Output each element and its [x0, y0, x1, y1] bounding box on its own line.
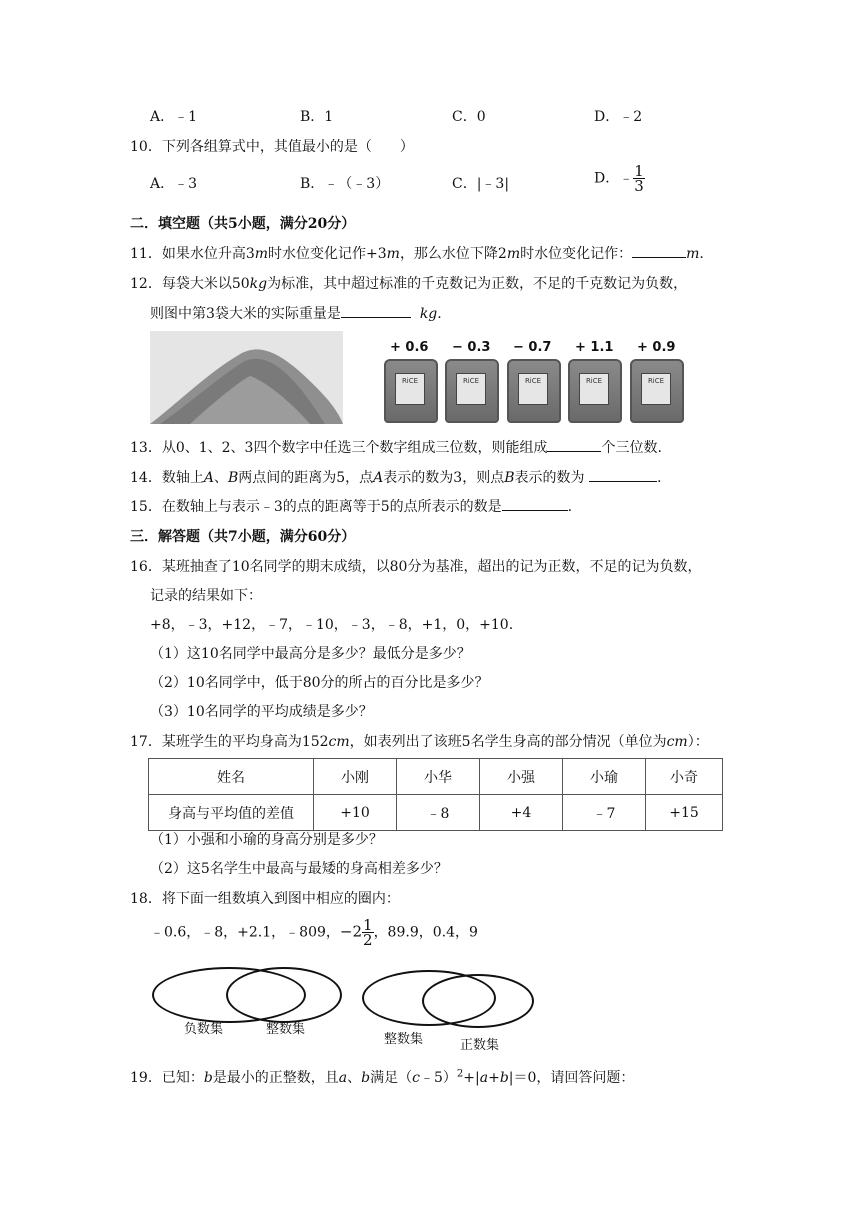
text: . [437, 306, 442, 322]
point-label: B [504, 470, 515, 486]
q9-option-b: B．1 [300, 109, 334, 125]
fraction-denominator: 2 [363, 931, 373, 949]
unit: kg [419, 306, 438, 322]
text: ﹣0.6，﹣8，+2.1，﹣809， [150, 924, 340, 941]
text: . [699, 246, 704, 262]
q16-sub3: （3）10名同学的平均成绩是多少？ [150, 704, 373, 720]
text: 12．每袋大米以50 [130, 276, 250, 292]
text: 两点间的距离为5，点 [238, 470, 374, 486]
table-row [149, 795, 723, 831]
table-cell: ﹣7 [563, 795, 646, 831]
bag-label: RiCE [641, 373, 671, 405]
point-label: A [203, 470, 214, 486]
q16-data: +8，﹣3，+12，﹣7，﹣10，﹣3，﹣8，+1，0，+10. [150, 617, 514, 633]
text: ，那么水位下降2 [399, 246, 507, 262]
point-label: A [373, 470, 384, 486]
set-label-positive: 正数集 [460, 1038, 500, 1053]
table-cell: 小强 [480, 759, 563, 795]
bag-label: RiCE [395, 373, 425, 405]
unit: m [506, 246, 521, 262]
text: 15．在数轴上与表示﹣3的点的距离等于5的点所表示的数是 [130, 499, 502, 515]
variable: b [203, 1070, 213, 1086]
bag-value-4: + 1.1 [575, 340, 614, 355]
unit: m [254, 246, 269, 262]
bag-label: RiCE [456, 373, 486, 405]
fraction-numerator: 1 [634, 162, 644, 180]
q10-stem: 10．下列各组算式中，其值最小的是（ ） [130, 139, 414, 155]
unit: cm [666, 734, 688, 750]
q18-stem: 18．将下面一组数填入到图中相应的圈内： [130, 891, 400, 907]
positive-set-circle[interactable] [422, 974, 534, 1028]
text: 时水位变化记作+3 [268, 246, 387, 262]
q16-line2: 记录的结果如下： [150, 588, 262, 604]
q17-sub1: （1）小强和小瑜的身高分别是多少？ [150, 832, 383, 848]
q10-option-d [594, 164, 645, 193]
text: 个三位数. [601, 440, 662, 456]
section-title-fill-in: 二．填空题（共5小题，满分20分） [130, 216, 356, 232]
answer-blank[interactable] [632, 243, 686, 258]
text: 则图中第3袋大米的实际重量是 [150, 306, 341, 322]
rice-bag-3 [507, 359, 561, 423]
table-header-row [149, 759, 723, 795]
table-cell: 小华 [397, 759, 480, 795]
text: 、 [347, 1070, 362, 1086]
table-cell: +15 [646, 795, 723, 831]
point-label: B [227, 470, 239, 486]
table-cell: ﹣8 [397, 795, 480, 831]
q10-option-c: C．|﹣3| [452, 176, 510, 192]
variable: b [361, 1070, 371, 1086]
q14 [130, 467, 661, 487]
text: 表示的数为3，则点 [383, 470, 505, 486]
q13 [130, 437, 662, 457]
text: 11．如果水位升高3 [130, 246, 255, 262]
rice-bag-2 [445, 359, 499, 423]
variable: a [338, 1070, 348, 1086]
q10-option-a: A．﹣3 [150, 176, 198, 192]
answer-blank[interactable] [502, 496, 568, 511]
table-cell: 小瑜 [563, 759, 646, 795]
bag-value-3: − 0.7 [513, 340, 552, 355]
q15 [130, 496, 572, 516]
text: |＝0，请回答问题： [508, 1070, 635, 1086]
text: . [567, 499, 573, 515]
bag-value-5: + 0.9 [637, 340, 676, 355]
integer-set-circle[interactable] [226, 967, 342, 1023]
text: 为标准，其中超过标准的千克数记为正数，不足的千克数记为负数， [267, 276, 688, 292]
answer-blank[interactable] [341, 303, 411, 318]
text: +| [463, 1070, 480, 1086]
rice-bag-1 [384, 359, 438, 423]
mixed-number-whole: −2 [339, 922, 363, 941]
table-cell: 身高与平均值的差值 [149, 795, 314, 831]
text: 时水位变化记作： [520, 246, 633, 262]
section-title-solve: 三．解答题（共7小题，满分60分） [130, 529, 356, 545]
fraction-numerator: 1 [363, 916, 373, 934]
answer-blank[interactable] [589, 467, 657, 482]
variable: a [479, 1070, 489, 1086]
text: 14．数轴上 [130, 470, 204, 486]
text: 13．从0、1、2、3四个数字中任选三个数字组成三位数，则能组成 [130, 440, 548, 456]
q9-option-a: A．﹣1 [150, 109, 198, 125]
text: ，如表列出了该班5名学生身高的部分情况（单位为 [349, 734, 667, 750]
q9-option-d: D．﹣2 [594, 109, 643, 125]
text: ）： [687, 734, 709, 750]
q12-line2 [150, 303, 442, 323]
table-cell: +10 [314, 795, 397, 831]
text: 满足（ [370, 1070, 413, 1086]
bag-value-2: − 0.3 [452, 340, 491, 355]
bag-label: RiCE [518, 373, 548, 405]
q12-line1 [130, 273, 687, 293]
fraction [362, 918, 374, 947]
text: . [656, 470, 662, 486]
text: 是最小的正整数，且 [212, 1070, 339, 1086]
q18-numbers [150, 918, 478, 947]
q11 [130, 243, 704, 263]
table-cell: 姓名 [149, 759, 314, 795]
set-label-integer-2: 整数集 [384, 1032, 424, 1047]
table-cell: 小奇 [646, 759, 723, 795]
variable: b [499, 1070, 509, 1086]
fraction [633, 164, 645, 193]
text: 、 [213, 470, 228, 486]
bag-label: RiCE [579, 373, 609, 405]
set-label-negative: 负数集 [184, 1022, 224, 1037]
text: + [488, 1070, 500, 1086]
fraction-denominator: 3 [634, 177, 644, 195]
variable: c [412, 1070, 420, 1086]
text: 表示的数为 [514, 470, 585, 486]
q10-option-d-label: D．﹣ [594, 170, 634, 187]
unit: m [686, 246, 700, 262]
q19 [130, 1067, 634, 1087]
q16-sub2: （2）10名同学中，低于80分的所占的百分比是多少？ [150, 675, 489, 691]
bag-value-1: + 0.6 [390, 340, 429, 355]
height-difference-table [148, 758, 723, 831]
rice-pile-image [150, 331, 343, 424]
table-cell: +4 [480, 795, 563, 831]
q16-line1: 16．某班抽查了10名同学的期末成绩，以80分为基准，超出的记为正数，不足的记为负数， [130, 559, 702, 575]
q17-stem [130, 731, 709, 751]
q16-sub1: （1）这10名同学中最高分是多少？最低分是多少？ [150, 646, 471, 662]
text: 17．某班学生的平均身高为152 [130, 734, 329, 750]
q17-sub2: （2）这5名学生中最高与最矮的身高相差多少？ [150, 861, 448, 877]
rice-bag-4 [568, 359, 622, 423]
text: ﹣5） [419, 1070, 457, 1086]
text: ，89.9，0.4，9 [373, 924, 478, 941]
unit: m [386, 246, 400, 262]
unit: kg [249, 276, 268, 292]
rice-bag-5 [630, 359, 684, 423]
answer-blank[interactable] [547, 437, 601, 452]
text: 19．已知： [130, 1070, 204, 1086]
q10-option-b: B．﹣（﹣3） [300, 176, 390, 192]
rice-pile-icon [150, 331, 343, 424]
exponent: 2 [456, 1068, 464, 1080]
table-cell: 小刚 [314, 759, 397, 795]
unit: cm [328, 734, 350, 750]
set-label-integer: 整数集 [266, 1022, 306, 1037]
q9-option-c: C．0 [452, 109, 486, 125]
